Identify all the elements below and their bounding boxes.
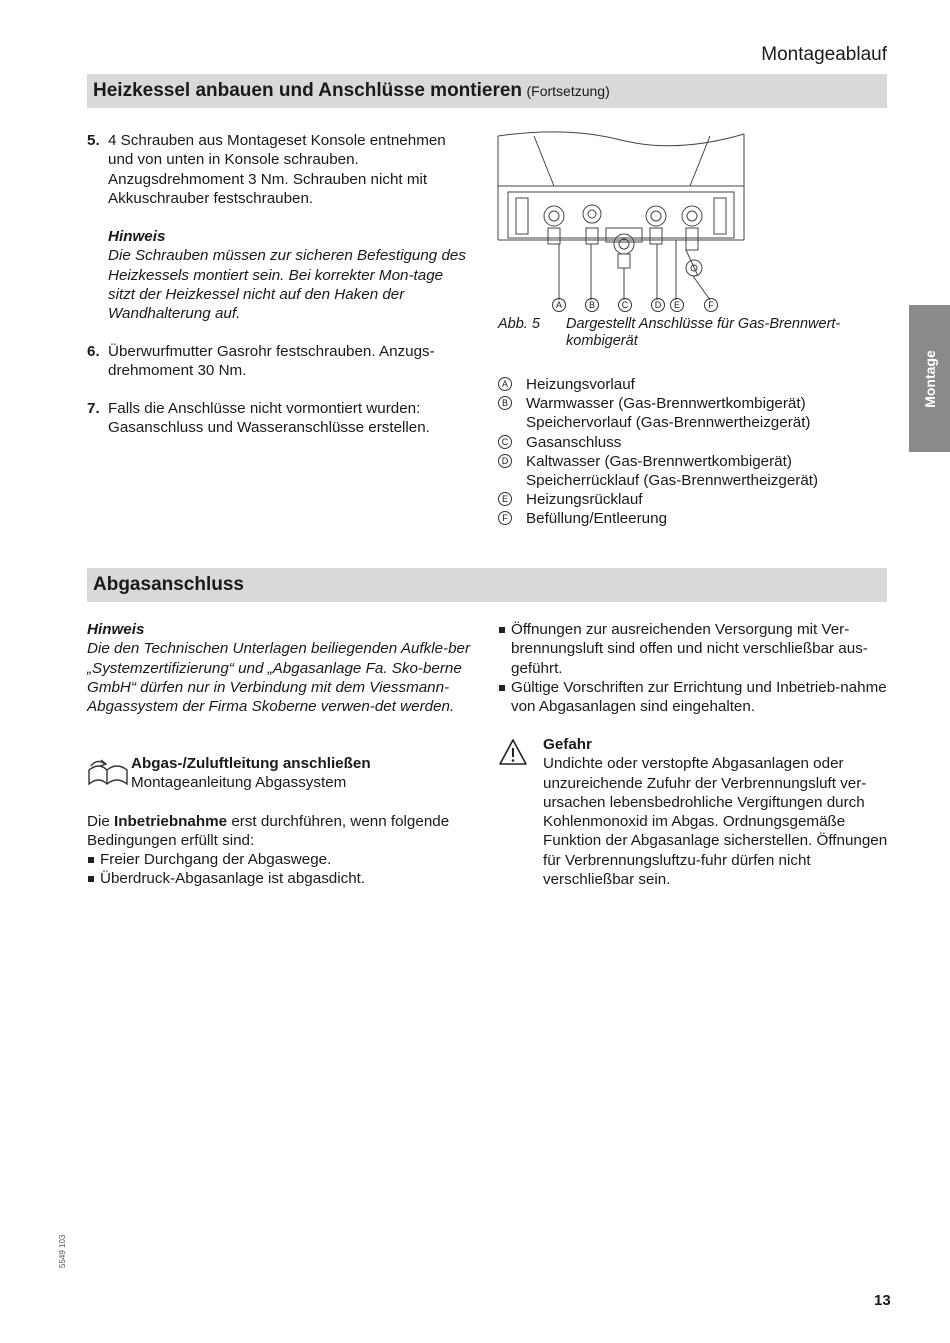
step-6 [87, 342, 472, 381]
bullet-icon [499, 627, 505, 633]
legend-item-f [498, 509, 888, 528]
step-number: 7. [87, 400, 100, 417]
conditions-list-left [87, 850, 475, 889]
list-item: Öffnungen zur ausreichenden Versorgung mit Ver-brennungsluft sind offen und nicht verschließbar aus-geführt. [498, 620, 888, 678]
legend-text: Heizungsrücklauf [526, 491, 643, 508]
legend-text: Heizungsvorlauf [526, 376, 635, 393]
legend-item-b [498, 394, 888, 433]
legend-text: Kaltwasser (Gas-Brennwertkombigerät) [526, 453, 792, 470]
figure-caption [498, 316, 888, 350]
step-5 [87, 131, 472, 208]
reference-block [131, 754, 471, 793]
legend-item-a [498, 375, 888, 394]
callout-a: A [552, 298, 566, 312]
reference-title: Abgas-/Zuluftleitung anschließen [131, 755, 371, 772]
legend-item-e [498, 490, 888, 509]
callout-d: D [651, 298, 665, 312]
legend-item-c [498, 433, 888, 452]
step-text: Falls die Anschlüsse nicht vormontiert wurden: Gasanschluss und Wasseranschlüsse erstellen. [108, 400, 430, 437]
danger-block [543, 735, 889, 889]
legend-text-2: Speicherrücklauf (Gas-Brennwertheizgerät) [526, 472, 819, 490]
caption-label: Abb. 5 [498, 316, 540, 332]
list-item: Gültige Vorschriften zur Errichtung und Inbetrieb-nahme von Abgasanlagen sind eingehalten. [498, 678, 888, 717]
conditions-intro [87, 812, 475, 851]
note-label: Hinweis [108, 228, 166, 245]
section-title: Heizkessel anbauen und Anschlüsse montieren [93, 80, 523, 101]
list-item: Freier Durchgang der Abgaswege. [87, 850, 475, 869]
warning-triangle-icon [498, 738, 528, 766]
bullet-icon [88, 876, 94, 882]
bullet-icon [499, 685, 505, 691]
intro-text-2: erst durchführen, wenn folgende Bedingungen erfüllt sind: [87, 813, 450, 850]
boiler-connections-figure [496, 128, 746, 316]
intro-text: Die [87, 813, 115, 830]
section-title: Abgasanschluss [93, 574, 244, 595]
page-number: 13 [874, 1292, 891, 1309]
section-subtitle: (Fortsetzung) [526, 83, 610, 99]
note-text: Die Schrauben müssen zur sicheren Befestigung des Heizkessels montiert sein. Bei korrekter Mon-tage sitzt der Heizkessel nicht auf den Haken der Wandhalterung auf. [108, 247, 466, 323]
legend-key: D [498, 454, 512, 468]
caption-text: Dargestellt Anschlüsse für Gas-Brennwert-kombigerät [566, 316, 841, 349]
callout-e: E [670, 298, 684, 312]
list-item: Überdruck-Abgasanlage ist abgasdicht. [87, 869, 475, 888]
legend-key: F [498, 511, 512, 525]
step-text: Überwurfmutter Gasrohr festschrauben. Anzugs-drehmoment 30 Nm. [108, 343, 435, 380]
book-reference-icon [87, 756, 129, 790]
section-heading-anbauen [87, 74, 887, 108]
chapter-tab-label: Montage [921, 349, 938, 408]
legend-key: B [498, 396, 512, 410]
legend-item-d [498, 452, 888, 491]
danger-label: Gefahr [543, 736, 592, 753]
callout-b: B [585, 298, 599, 312]
intro-bold: Inbetriebnahme [114, 813, 228, 830]
chapter-tab-montage [909, 305, 950, 452]
danger-text: Undichte oder verstopfte Abgasanlagen oder unzureichende Zufuhr der Verbrennungsluft ver-ursachen lebensbedrohliche Vergiftungen durch Kohlenmonoxid im Abgas. Ordnungsgemäße Funktion der Abgasanlage sicherstellen. Öffnungen für Verbrennungsluftzu-fuhr dürfen nicht verschließbar sein. [543, 755, 888, 889]
legend-key: E [498, 492, 512, 506]
document-code: 5549 103 [58, 1234, 67, 1268]
legend-text: Warmwasser (Gas-Brennwertkombigerät) [526, 395, 806, 412]
legend-text: Gasanschluss [526, 434, 622, 451]
reference-text: Montageanleitung Abgassystem [131, 774, 347, 792]
step-number: 6. [87, 343, 100, 360]
note-text: Die den Technischen Unterlagen beiliegenden Aufkle-ber „Systemzertifizierung“ und „Abgasanlage Fa. Sko-berne GmbH“ dürfen nur in Verbindung mit dem Viessmann-Abgassystem der Firma Skoberne verwen-det werden. [87, 640, 471, 716]
bullet-icon [88, 857, 94, 863]
note-label: Hinweis [87, 621, 145, 638]
note-box [87, 620, 475, 716]
callout-c: C [618, 298, 632, 312]
note-box [87, 227, 472, 323]
legend-text: Befüllung/Entleerung [526, 510, 668, 527]
step-number: 5. [87, 132, 100, 149]
legend-key: A [498, 377, 512, 391]
section-heading-abgas [87, 568, 887, 602]
figure-callouts [552, 296, 732, 314]
callout-f: F [704, 298, 718, 312]
step-7 [87, 399, 472, 438]
running-title: Montageablauf [761, 44, 887, 65]
conditions-list-right [498, 620, 888, 716]
legend-key: C [498, 435, 512, 449]
step-text: 4 Schrauben aus Montageset Konsole entnehmen und von unten in Konsole schrauben. Anzugsdrehmoment 3 Nm. Schrauben nicht mit Akkuschrauber festschrauben. [108, 132, 446, 207]
legend-text-2: Speichervorlauf (Gas-Brennwertheizgerät) [526, 414, 811, 432]
